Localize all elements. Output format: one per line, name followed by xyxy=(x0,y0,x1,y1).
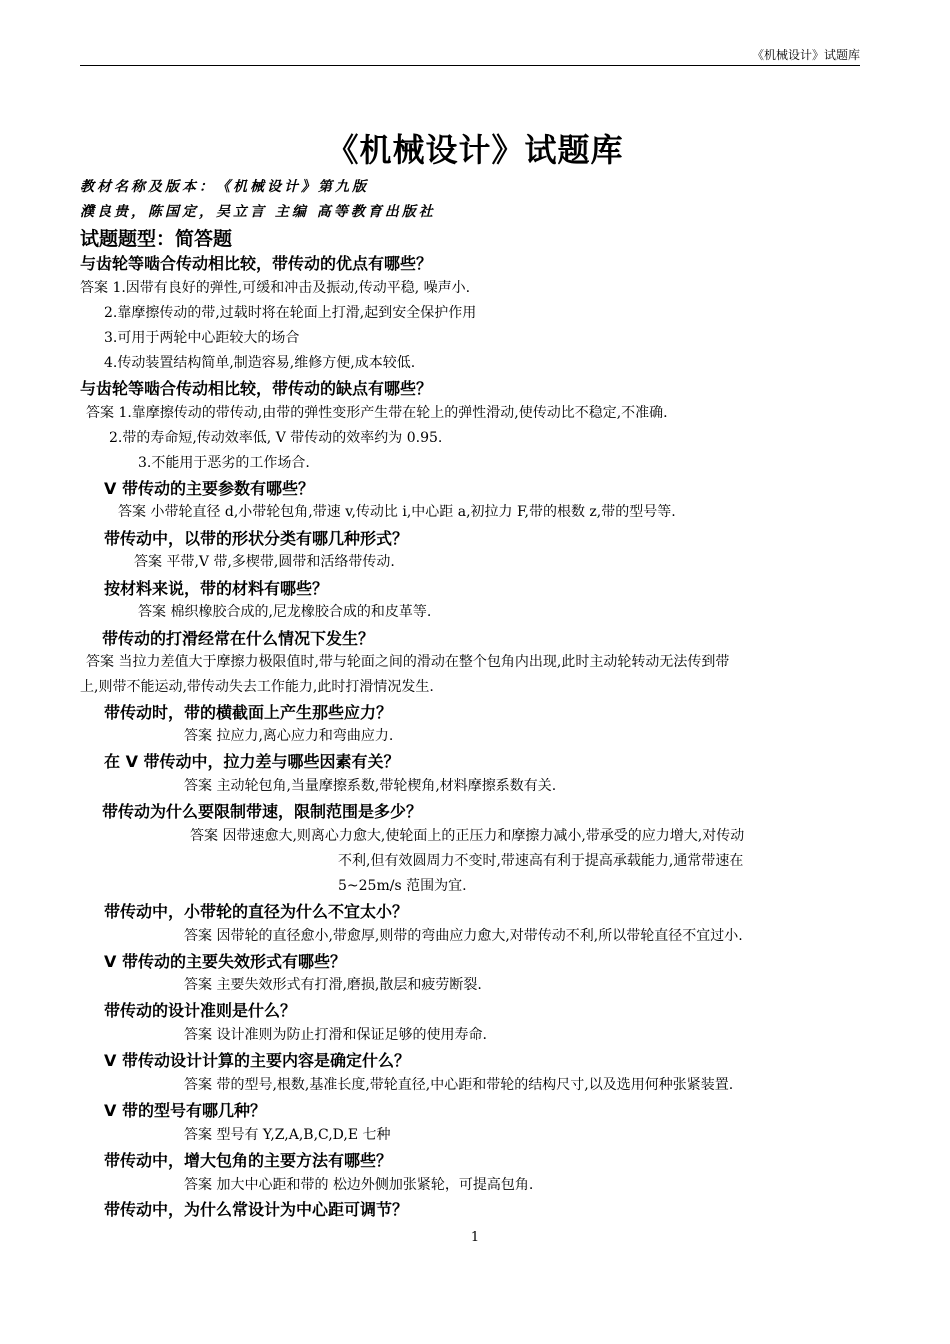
textbook-info: 教材名称及版本：《机械设计》第九版 xyxy=(80,179,369,195)
answer-line: 答案 加大中心距和带的 松边外侧加张紧轮，可提高包角. xyxy=(184,1177,534,1193)
question-heading: 与齿轮等啮合传动相比较，带传动的缺点有哪些？ xyxy=(80,379,433,398)
question-heading: 带传动中，增大包角的主要方法有哪些？ xyxy=(104,1151,393,1170)
answer-line: 2.靠摩擦传动的带,过载时将在轮面上打滑,起到安全保护作用 xyxy=(104,305,477,321)
answer-line: 答案 设计准则为防止打滑和保证足够的使用寿命. xyxy=(184,1027,487,1043)
answer-line: 答案 因带轮的直径愈小,带愈厚,则带的弯曲应力愈大,对带传动不利,所以带轮直径不宜过小. xyxy=(184,928,743,944)
header-rule xyxy=(80,65,860,66)
page-number: 1 xyxy=(470,1230,480,1245)
answer-line: 答案 棉织橡胶合成的,尼龙橡胶合成的和皮革等. xyxy=(138,604,432,620)
question-type-heading: 试题题型：简答题 xyxy=(80,228,233,250)
answer-line: 3.不能用于恶劣的工作场合. xyxy=(138,455,310,471)
answer-line: 答案 1.靠摩擦传动的带传动,由带的弹性变形产生带在轮上的弹性滑动,使传动比不稳定,不准确. xyxy=(86,405,668,421)
question-heading: 按材料来说，带的材料有哪些？ xyxy=(104,579,329,598)
question-heading: 带传动中，为什么常设计为中心距可调节？ xyxy=(104,1200,409,1219)
question-heading: V 带的型号有哪几种？ xyxy=(104,1101,266,1120)
answer-line: 4.传动装置结构简单,制造容易,维修方便,成本较低. xyxy=(104,355,416,371)
answer-line: 答案 因带速愈大,则离心力愈大,使轮面上的正压力和摩擦力减小,带承受的应力增大,对传动 xyxy=(190,828,745,844)
answer-line: 答案 小带轮直径 d,小带轮包角,带速 v,传动比 i,中心距 a,初拉力 F,带的根数 z,带的型号等. xyxy=(118,504,676,520)
question-heading: 与齿轮等啮合传动相比较，带传动的优点有哪些？ xyxy=(80,254,433,273)
question-heading: 带传动中，以带的形状分类有哪几种形式？ xyxy=(104,529,409,548)
question-heading: 在 V 带传动中，拉力差与哪些因素有关？ xyxy=(104,752,400,771)
running-header: 《机械设计》试题库 xyxy=(751,48,860,62)
answer-line: 3.可用于两轮中心距较大的场合 xyxy=(104,330,300,346)
question-heading: V 带传动设计计算的主要内容是确定什么？ xyxy=(104,1051,410,1070)
answer-line: 答案 主要失效形式有打滑,磨损,散层和疲劳断裂. xyxy=(184,977,482,993)
question-heading: V 带传动的主要失效形式有哪些？ xyxy=(104,952,346,971)
answer-line: 答案 当拉力差值大于摩擦力极限值时,带与轮面之间的滑动在整个包角内出现,此时主动轮转动无法传到带 xyxy=(86,654,730,670)
answer-line: 答案 拉应力,离心应力和弯曲应力. xyxy=(184,728,394,744)
answer-line: 答案 主动轮包角,当量摩擦系数,带轮楔角,材料摩擦系数有关. xyxy=(184,778,557,794)
question-heading: V 带传动的主要参数有哪些？ xyxy=(104,479,314,498)
question-heading: 带传动为什么要限制带速，限制范围是多少？ xyxy=(102,802,423,821)
answer-line: 答案 平带,V 带,多楔带,圆带和活络带传动. xyxy=(134,554,395,570)
answer-line: 答案 带的型号,根数,基准长度,带轮直径,中心距和带轮的结构尺寸,以及选用何种张紧装置. xyxy=(184,1077,734,1093)
answer-line: 5~25m/s 范围为宜. xyxy=(338,878,467,894)
question-heading: 带传动的打滑经常在什么情况下发生？ xyxy=(102,629,375,648)
answer-line: 上,则带不能运动,带传动失去工作能力,此时打滑情况发生. xyxy=(80,679,434,695)
question-heading: 带传动的设计准则是什么？ xyxy=(104,1001,297,1020)
answer-line: 2.带的寿命短,传动效率低, V 带传动的效率约为 0.95. xyxy=(109,430,443,446)
answer-line: 答案 型号有 Y,Z,A,B,C,D,E 七种 xyxy=(184,1127,391,1143)
question-heading: 带传动时，带的横截面上产生那些应力？ xyxy=(104,703,393,722)
question-heading: 带传动中，小带轮的直径为什么不宜太小？ xyxy=(104,902,409,921)
answer-line: 不利,但有效圆周力不变时,带速高有利于提高承载能力,通常带速在 xyxy=(338,853,744,869)
authors-publisher: 濮良贵，陈国定，吴立言 主编 高等教育出版社 xyxy=(80,204,436,220)
page-title: 《机械设计》试题库 xyxy=(326,131,624,169)
answer-line: 答案 1.因带有良好的弹性,可缓和冲击及振动,传动平稳, 噪声小. xyxy=(80,280,471,296)
